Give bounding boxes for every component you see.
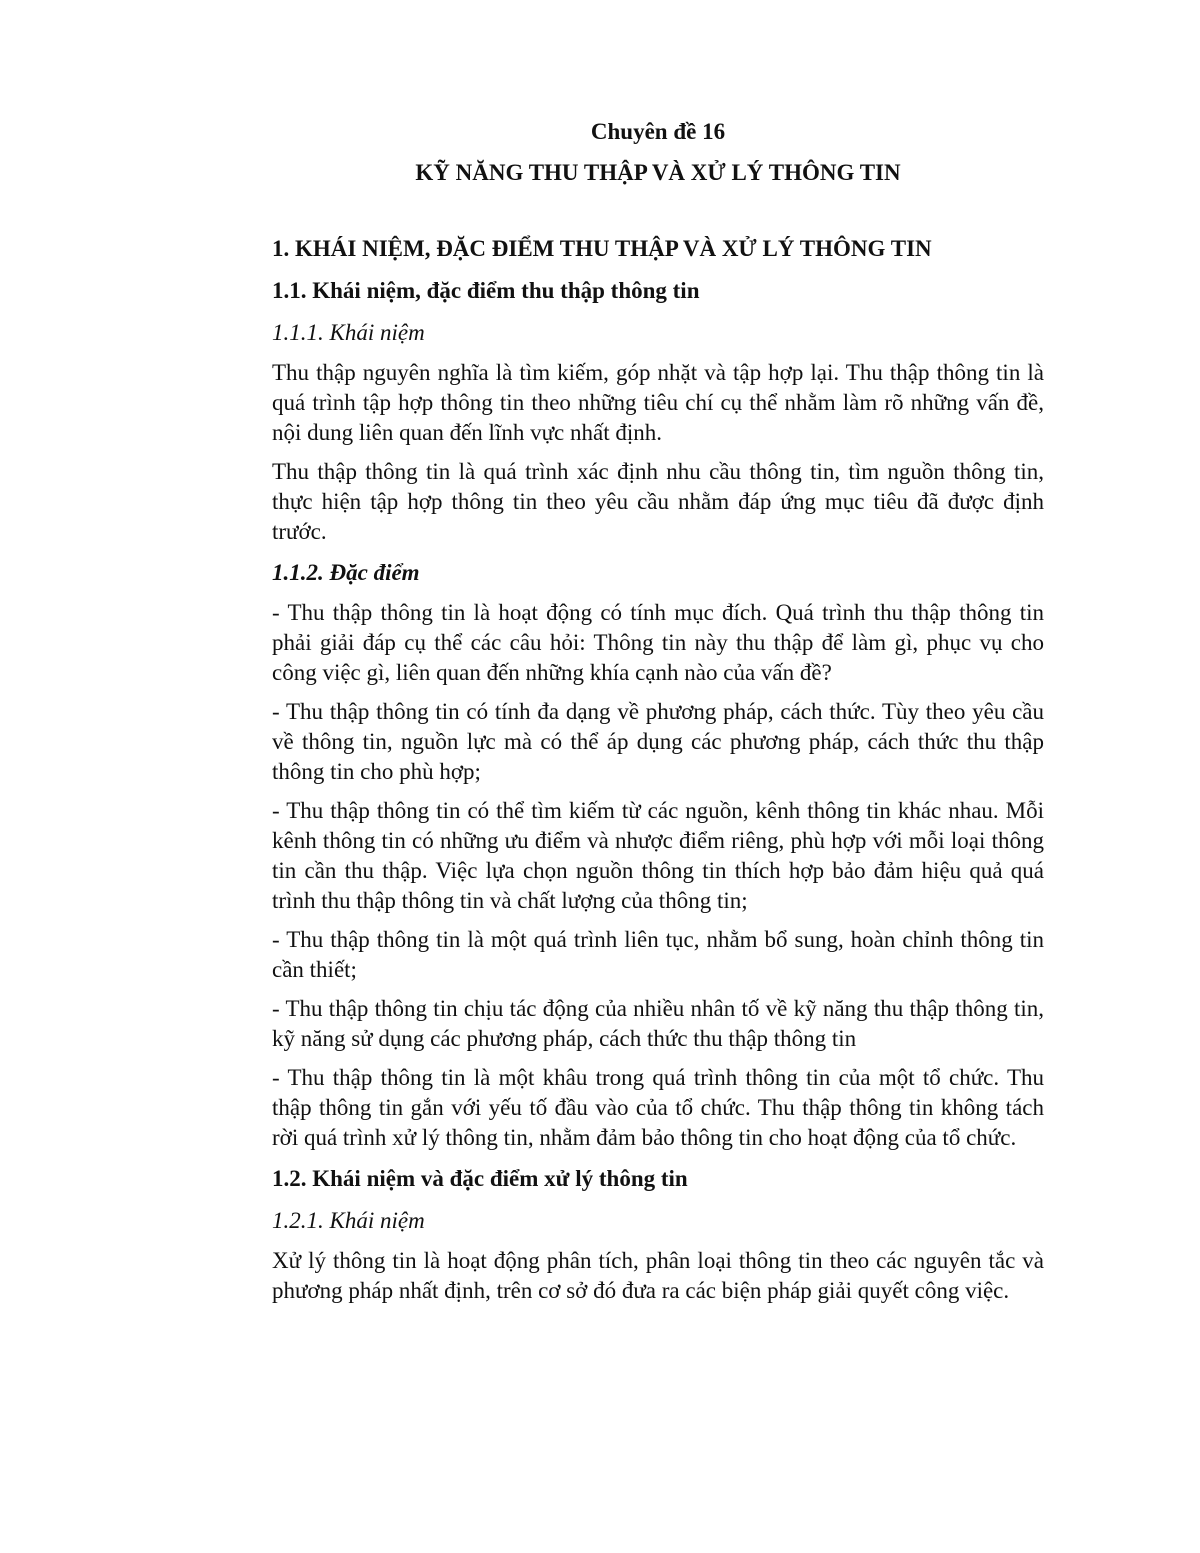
section-1-2-heading: 1.2. Khái niệm và đặc điểm xử lý thông tin <box>272 1166 688 1191</box>
chapter-label: Chuyên đề 16 <box>590 119 726 144</box>
section-1-1-1-heading: 1.1.1. Khái niệm <box>272 320 425 345</box>
document-content <box>272 116 1044 1306</box>
section-1-1-2-heading: 1.1.2. Đặc điểm <box>272 560 420 585</box>
chapter-title: KỸ NĂNG THU THẬP VÀ XỬ LÝ THÔNG TIN <box>415 160 901 185</box>
paragraph-1-1-2-c: - Thu thập thông tin có thể tìm kiếm từ các nguồn, kênh thông tin khác nhau. Mỗi kênh thông tin có những ưu điểm và nhược điểm riêng, phù hợp với mỗi loại thông tin cần thu thập. Việc lựa chọn nguồn thông tin thích hợp bảo đảm hiệu quả quá trình thu thập thông tin và chất lượng của thông tin; <box>272 798 1044 913</box>
section-1-1-heading: 1.1. Khái niệm, đặc điểm thu thập thông tin <box>272 278 700 303</box>
paragraph-1-1-2-f: - Thu thập thông tin là một khâu trong quá trình thông tin của một tổ chức. Thu thập thông tin gắn với yếu tố đầu vào của tổ chức. Thu thập thông tin không tách rời quá trình xử lý thông tin, nhằm đảm bảo thông tin cho hoạt động của tổ chức. <box>272 1065 1044 1150</box>
section-1-heading: 1. KHÁI NIỆM, ĐẶC ĐIỂM THU THẬP VÀ XỬ LÝ THÔNG TIN <box>272 236 932 261</box>
paragraph-1-1-1-b: Thu thập thông tin là quá trình xác định nhu cầu thông tin, tìm nguồn thông tin, thực hiện tập hợp thông tin theo yêu cầu nhằm đáp ứng mục tiêu đã được định trước. <box>272 459 1044 544</box>
paragraph-1-1-2-b: - Thu thập thông tin có tính đa dạng về phương pháp, cách thức. Tùy theo yêu cầu về thông tin, nguồn lực mà có thể áp dụng các phương pháp, cách thức thu thập thông tin cho phù hợp; <box>272 699 1044 784</box>
paragraph-1-1-2-e: - Thu thập thông tin chịu tác động của nhiều nhân tố về kỹ năng thu thập thông tin, kỹ năng sử dụng các phương pháp, cách thức thu thập thông tin <box>272 996 1044 1051</box>
section-1-2-1-heading: 1.2.1. Khái niệm <box>272 1208 425 1233</box>
paragraph-1-1-1-a: Thu thập nguyên nghĩa là tìm kiếm, góp nhặt và tập hợp lại. Thu thập thông tin là quá trình tập hợp thông tin theo những tiêu chí cụ thể nhằm làm rõ những vấn đề, nội dung liên quan đến lĩnh vực nhất định. <box>272 360 1044 445</box>
paragraph-1-1-2-d: - Thu thập thông tin là một quá trình liên tục, nhằm bổ sung, hoàn chỉnh thông tin cần thiết; <box>272 927 1044 982</box>
paragraph-1-1-2-a: - Thu thập thông tin là hoạt động có tính mục đích. Quá trình thu thập thông tin phải giải đáp cụ thể các câu hỏi: Thông tin này thu thập để làm gì, phục vụ cho công việc gì, liên quan đến những khía cạnh nào của vấn đề? <box>272 600 1044 685</box>
paragraph-1-2-1-a: Xử lý thông tin là hoạt động phân tích, phân loại thông tin theo các nguyên tắc và phương pháp nhất định, trên cơ sở đó đưa ra các biện pháp giải quyết công việc. <box>272 1248 1044 1303</box>
